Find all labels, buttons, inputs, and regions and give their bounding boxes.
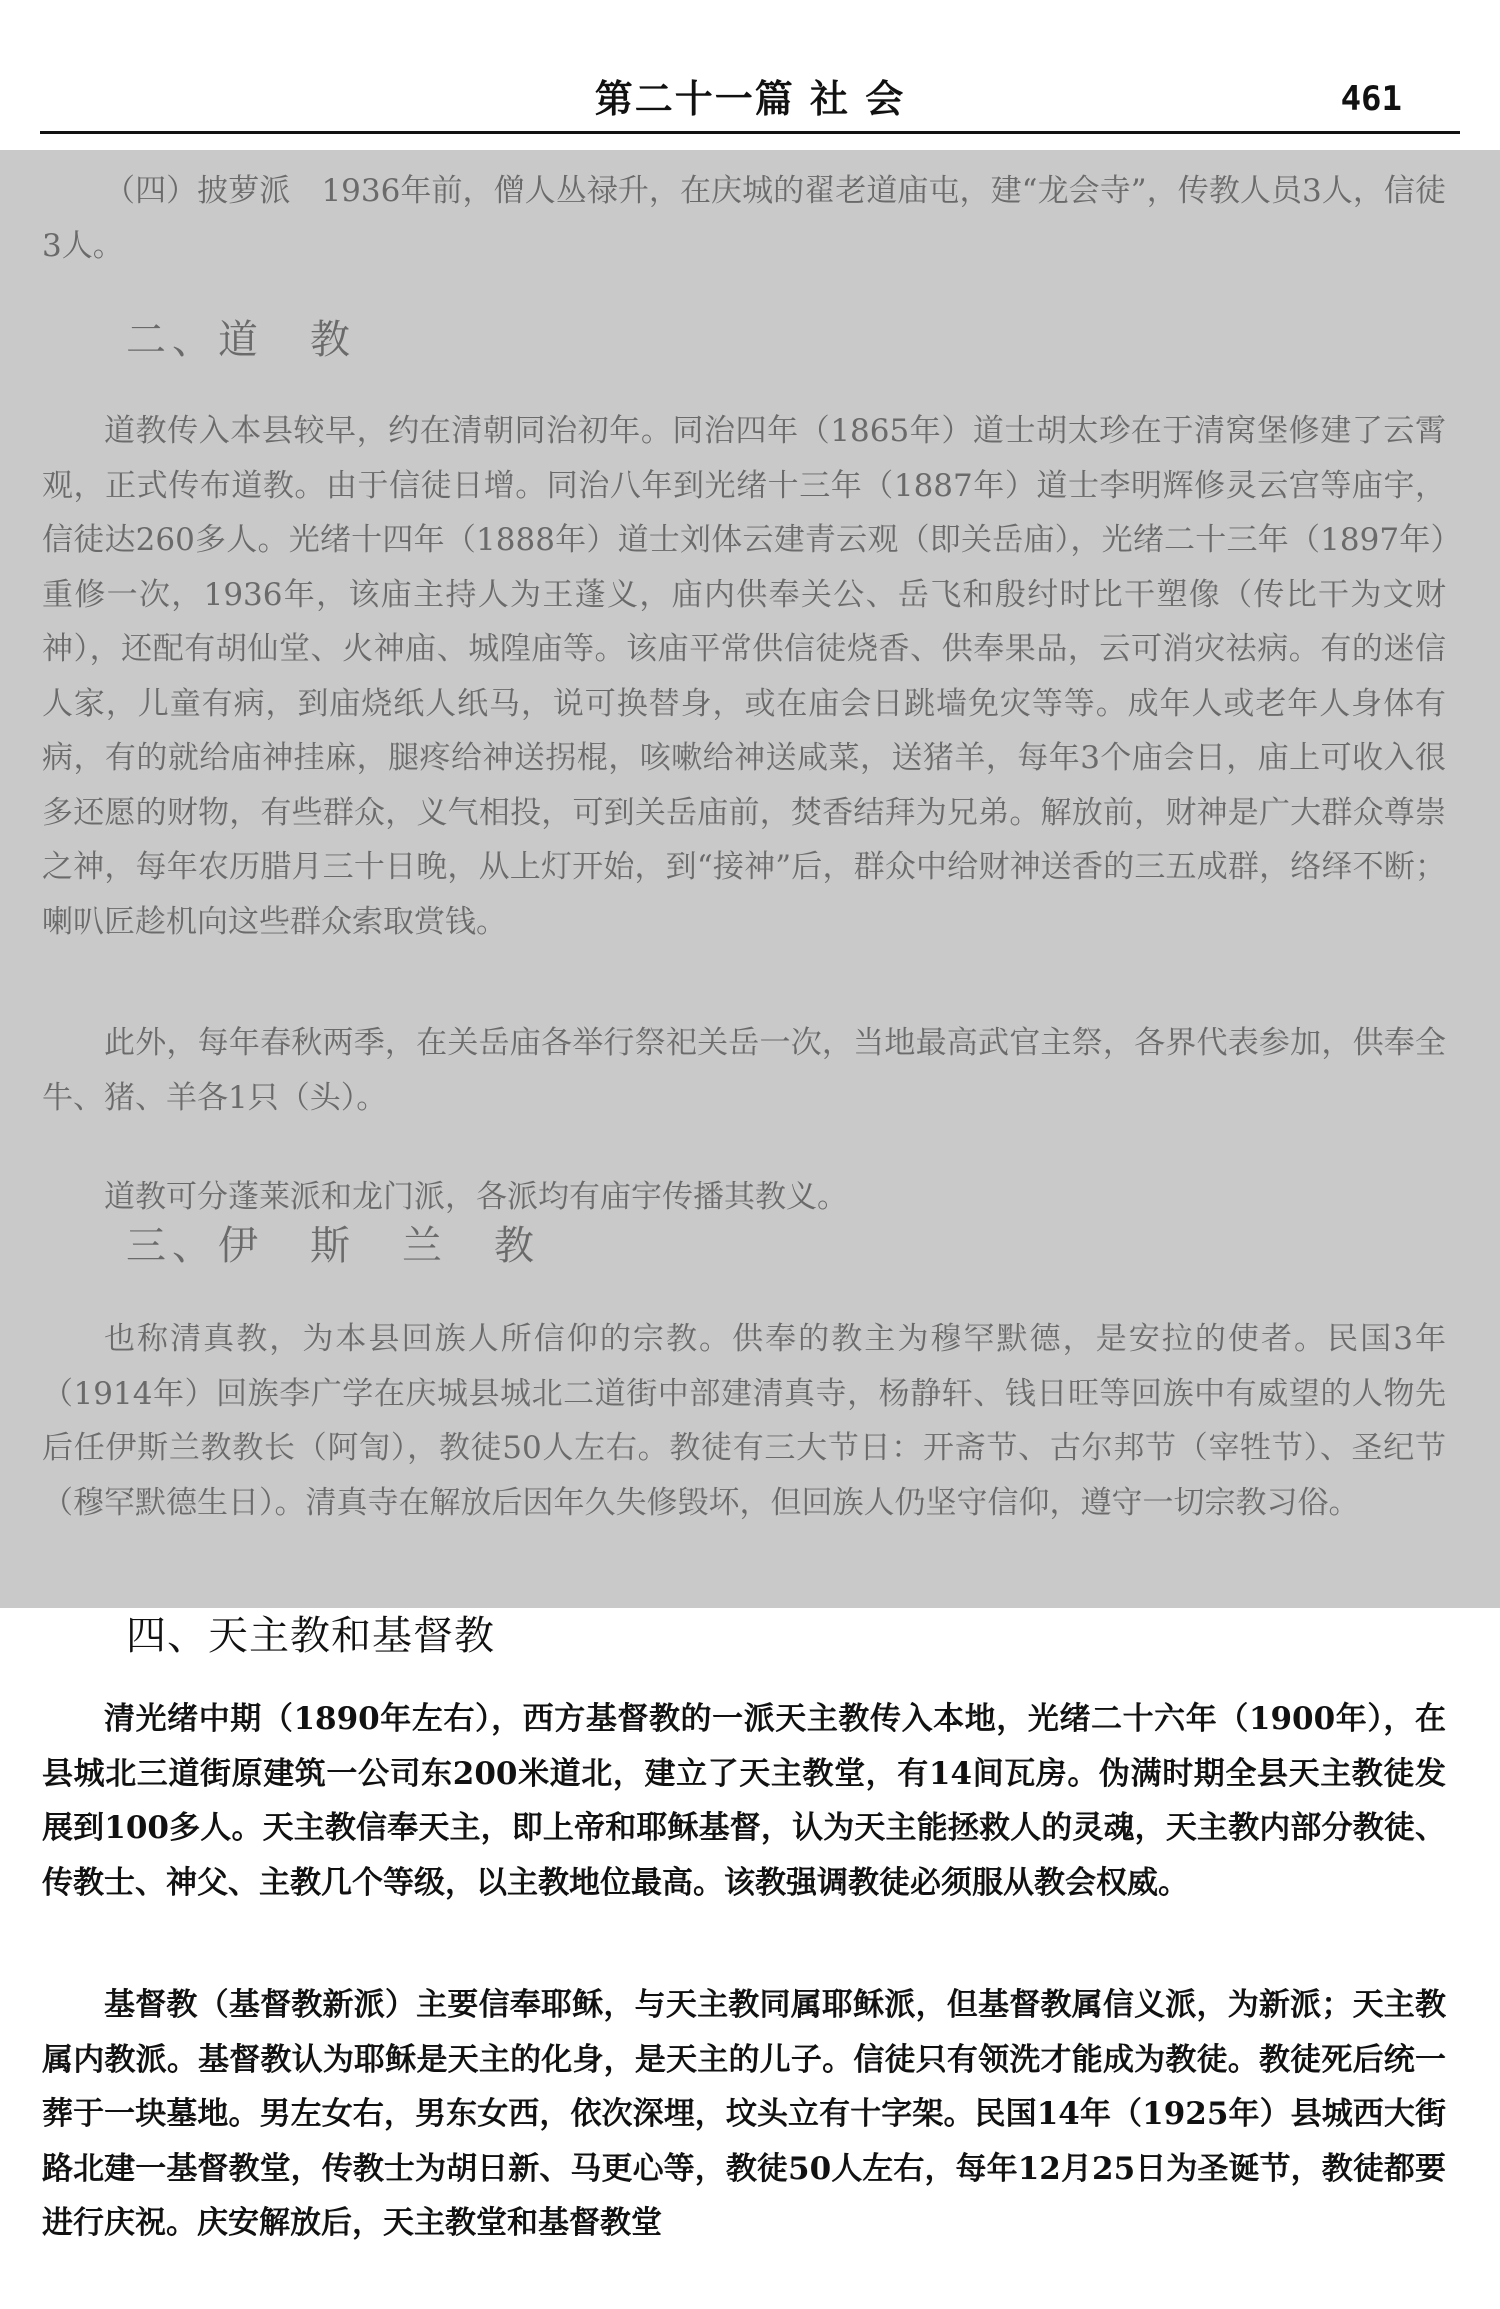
paragraph-taoism-2: 此外，每年春秋两季，在关岳庙各举行祭祀关岳一次，当地最高武官主祭，各界代表参加，供奉全牛、猪、羊各1只（头）。	[42, 1025, 1446, 1116]
paragraph-taoism-1: 道教传入本县较早，约在清朝同治初年。同治四年（1865年）道士胡太珍在于清窝堡修建了云霄观，正式传布道教。由于信徒日增。同治八年到光绪十三年（1887年）道士李明辉修灵云宫等庙宇，信徒达260多人。光绪十四年（1888年）道士刘体云建青云观（即关岳庙），光绪二十三年（1897年）重修一次，1936年，该庙主持人为王蓬义，庙内供奉关公、岳飞和殷纣时比干塑像（传比干为文财神），还配有胡仙堂、火神庙、城隍庙等。该庙平常供信徒烧香、供奉果品，云可消灾祛病。有的迷信人家，儿童有病，到庙烧纸人纸马，说可换替身，或在庙会日跳墙免灾等等。成年人或老年人身体有病，有的就给庙神挂麻，腿疼给神送拐棍，咳嗽给神送咸菜，送猪羊，每年3个庙会日，庙上可收入很多还愿的财物，有些群众，义气相投，可到关岳庙前，焚香结拜为兄弟。解放前，财神是广大群众尊崇之神，每年农历腊月三十日晚，从上灯开始，到“接神”后，群众中给财神送香的三五成群，络绎不断；喇叭匠趁机向这些群众索取赏钱。	[42, 413, 1446, 940]
section-heading-islam: 三、伊 斯 兰 教	[126, 1223, 540, 1269]
header-rule	[40, 131, 1460, 134]
chapter-title: 第二十一篇 社 会	[594, 76, 906, 121]
paragraph-taoism-3: 道教可分蓬莱派和龙门派，各派均有庙宇传播其教义。	[104, 1179, 848, 1215]
shaded-region	[0, 150, 1500, 1608]
paragraph-islam-1: 也称清真教，为本县回族人所信仰的宗教。供奉的教主为穆罕默德，是安拉的使者。民国3年（1914年）回族李广学在庆城县城北二道街中部建清真寺，杨静轩、钱日旺等回族中有威望的人物先后任伊斯兰教教长（阿訇），教徒50人左右。教徒有三大节日：开斋节、古尔邦节（宰牲节）、圣纪节（穆罕默德生日）。清真寺在解放后因年久失修毁坏，但回族人仍坚守信仰，遵守一切宗教习俗。	[42, 1321, 1446, 1521]
paragraph-christianity-1: 清光绪中期（1890年左右），西方基督教的一派天主教传入本地，光绪二十六年（1900年），在县城北三道街原建筑一公司东200米道北，建立了天主教堂，有14间瓦房。伪满时期全县天主教徒发展到100多人。天主教信奉天主，即上帝和耶稣基督，认为天主能拯救人的灵魂，天主教内部分教徒、传教士、神父、主教几个等级，以主教地位最高。该教强调教徒必须服从教会权威。	[42, 1701, 1446, 1901]
section-heading-christianity: 四、天主教和基督教	[126, 1613, 495, 1659]
paragraph-pilou-sect: （四）披萝派 1936年前，僧人丛禄升，在庆城的翟老道庙屯，建“龙会寺”，传教人员3人，信徒3人。	[42, 173, 1446, 264]
section-heading-taoism: 二、道 教	[126, 317, 356, 363]
page-header	[40, 68, 1460, 130]
main-text-region	[0, 1608, 1500, 2309]
paragraph-christianity-2: 基督教（基督教新派）主要信奉耶稣，与天主教同属耶稣派，但基督教属信义派，为新派；天主教属内教派。基督教认为耶稣是天主的化身，是天主的儿子。信徒只有领洗才能成为教徒。教徒死后统一葬于一块墓地。男左女右，男东女西，依次深埋，坟头立有十字架。民国14年（1925年）县城西大街路北建一基督教堂，传教士为胡日新、马更心等，教徒50人左右，每年12月25日为圣诞节，教徒都要进行庆祝。庆安解放后，天主教堂和基督教堂	[42, 1987, 1446, 2241]
page-number: 461	[1340, 79, 1402, 119]
